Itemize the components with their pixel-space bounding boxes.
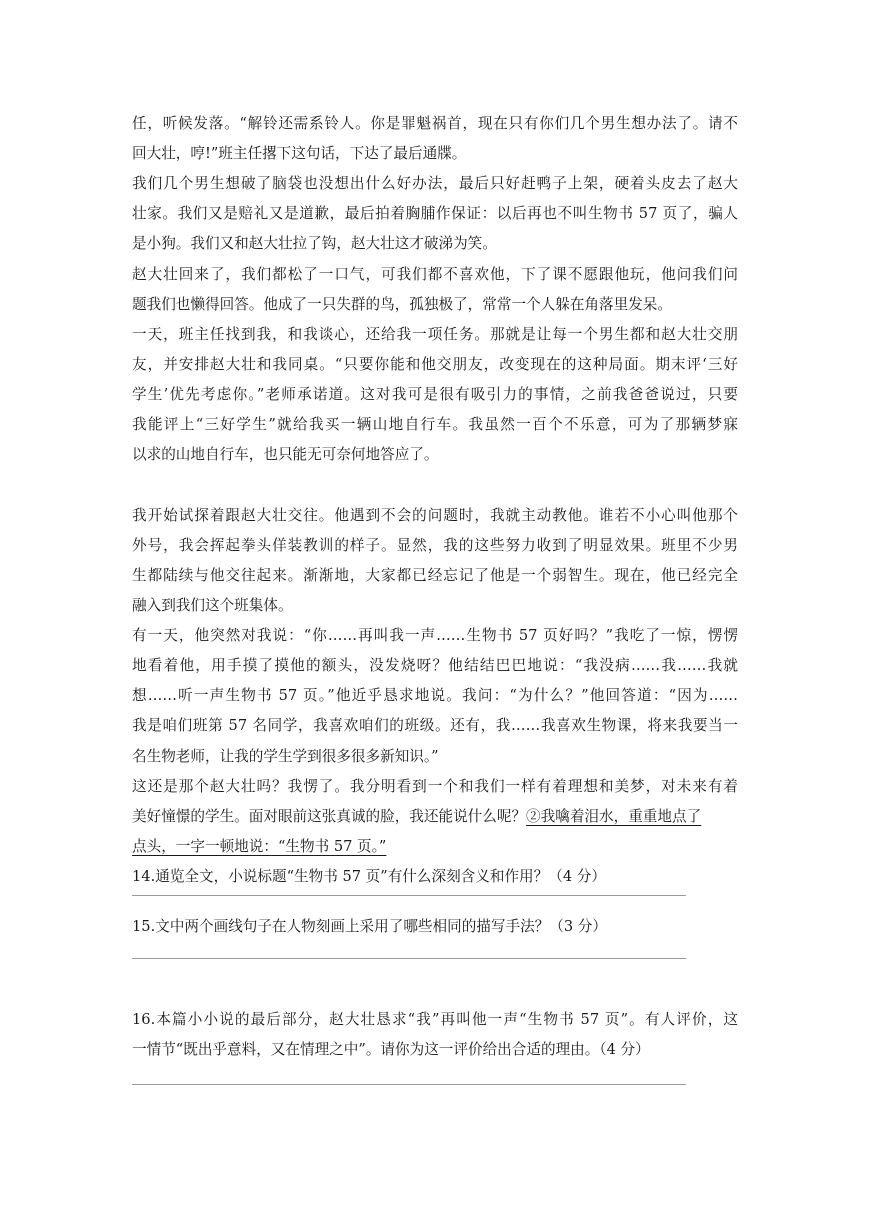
paragraph-2-line-1: 我们几个男生想破了脑袋也没想出什么好办法，最后只好赶鸭子上架，硬着头皮去了赵大 bbox=[132, 175, 738, 192]
question-14-answer-line[interactable] bbox=[132, 895, 686, 896]
question-15 bbox=[132, 916, 607, 938]
paragraph-5-line-2: 外号，我会挥起拳头佯装教训的样子。显然，我的这些努力收到了明显效果。班里不少男 bbox=[132, 537, 738, 554]
paragraph-4-line-3: 学生’优先考虑你。”老师承诺道。这对我可是很有吸引力的事情，之前我爸爸说过，只要 bbox=[132, 386, 738, 403]
paragraph-7-line-2-plain: 美好憧憬的学生。面对眼前这张真诚的脸，我还能说什么呢？ bbox=[132, 808, 527, 825]
paragraph-2-line-2: 壮家。我们又是赔礼又是道歉，最后拍着胸脯作保证：以后再也不叫生物书 57 页了，骗人 bbox=[132, 205, 738, 222]
paragraph-6-line-5: 名生物老师，让我的学生学到很多很多新知识。” bbox=[132, 748, 439, 765]
paragraph-6-line-4: 我是咱们班第 57 名同学，我喜欢咱们的班级。还有，我……我喜欢生物课，将来我要当一 bbox=[132, 717, 738, 734]
paragraph-4-line-2: 友，并安排赵大壮和我同桌。“只要你能和他交朋友，改变现在的这种局面。期末评‘三好 bbox=[132, 356, 738, 373]
question-15-text: 文中两个画线句子在人物刻画上采用了哪些相同的描写手法？（3 分） bbox=[155, 918, 607, 935]
question-16-number: 16. bbox=[132, 1011, 156, 1028]
paragraph-4-line-4: 我能评上“三好学生”就给我买一辆山地自行车。我虽然一百个不乐意，可为了那辆梦寐 bbox=[132, 416, 738, 433]
question-15-answer-line[interactable] bbox=[132, 958, 686, 959]
paragraph-1-line-1: 任，听候发落。“解铃还需系铃人。你是罪魁祸首，现在只有你们几个男生想办法了。请不 bbox=[132, 115, 738, 132]
question-16-line-2: 一情节“既出乎意料，又在情理之中”。请你为这一评价给出合适的理由。（4 分） bbox=[132, 1041, 650, 1058]
paragraph-4-line-5: 以求的山地自行车，也只能无可奈何地答应了。 bbox=[132, 446, 439, 463]
question-16-line-1 bbox=[132, 1009, 738, 1031]
question-16-answer-line[interactable] bbox=[132, 1084, 686, 1085]
paragraph-7-line-1: 这还是那个赵大壮吗？我愣了。我分明看到一个和我们一样有着理想和美梦，对未来有着 bbox=[132, 778, 738, 795]
paragraph-2-line-3: 是小狗。我们又和赵大壮拉了钩，赵大壮这才破涕为笑。 bbox=[132, 235, 497, 252]
question-14-text: 通览全文，小说标题“生物书 57 页”有什么深刻含义和作用？（4 分） bbox=[155, 868, 606, 885]
paragraph-1-line-2: 回大壮，哼!”班主任撂下这句话，下达了最后通牒。 bbox=[132, 145, 467, 162]
paragraph-6-line-3: 想……听一声生物书 57 页。”他近乎恳求地说。我问：“为什么？”他回答道：“因为…… bbox=[132, 687, 738, 704]
question-16-text-line-1: 本篇小小说的最后部分，赵大壮恳求“我”再叫他一声“生物书 57 页”。有人评价，这 bbox=[155, 1011, 738, 1028]
question-14 bbox=[132, 866, 606, 888]
paragraph-3-line-2: 题我们也懒得回答。他成了一只失群的鸟，孤独极了，常常一个人躲在角落里发呆。 bbox=[132, 296, 672, 313]
underlined-sentence-2-part-1: ②我噙着泪水，重重地点了 bbox=[526, 808, 702, 825]
paragraph-5-line-3: 生都陆续与他交往起来。渐渐地，大家都已经忘记了他是一个弱智生。现在，他已经完全 bbox=[132, 567, 738, 584]
paragraph-5-line-4: 融入到我们这个班集体。 bbox=[132, 597, 293, 614]
question-14-number: 14. bbox=[132, 868, 156, 885]
paragraph-6-line-2: 地看着他，用手摸了摸他的额头，没发烧呀？他结结巴巴地说：“我没病……我……我就 bbox=[132, 657, 738, 674]
question-15-number: 15. bbox=[132, 918, 156, 935]
paragraph-7-line-2 bbox=[132, 806, 701, 828]
paragraph-6-line-1: 有一天，他突然对我说：“你……再叫我一声……生物书 57 页好吗？”我吃了一惊，愣愣 bbox=[132, 627, 738, 644]
paragraph-4-line-1: 一天，班主任找到我，和我谈心，还给我一项任务。那就是让每一个男生都和赵大壮交朋 bbox=[132, 326, 738, 343]
paragraph-5-line-1: 我开始试探着跟赵大壮交往。他遇到不会的问题时，我就主动教他。谁若不小心叫他那个 bbox=[132, 507, 738, 524]
paragraph-3-line-1: 赵大壮回来了，我们都松了一口气，可我们都不喜欢他，下了课不愿跟他玩，他问我们问 bbox=[132, 266, 738, 283]
underlined-sentence-2-part-2: 点头，一字一顿地说：“生物书 57 页。” bbox=[132, 838, 387, 855]
paragraph-7-line-3 bbox=[132, 836, 386, 858]
